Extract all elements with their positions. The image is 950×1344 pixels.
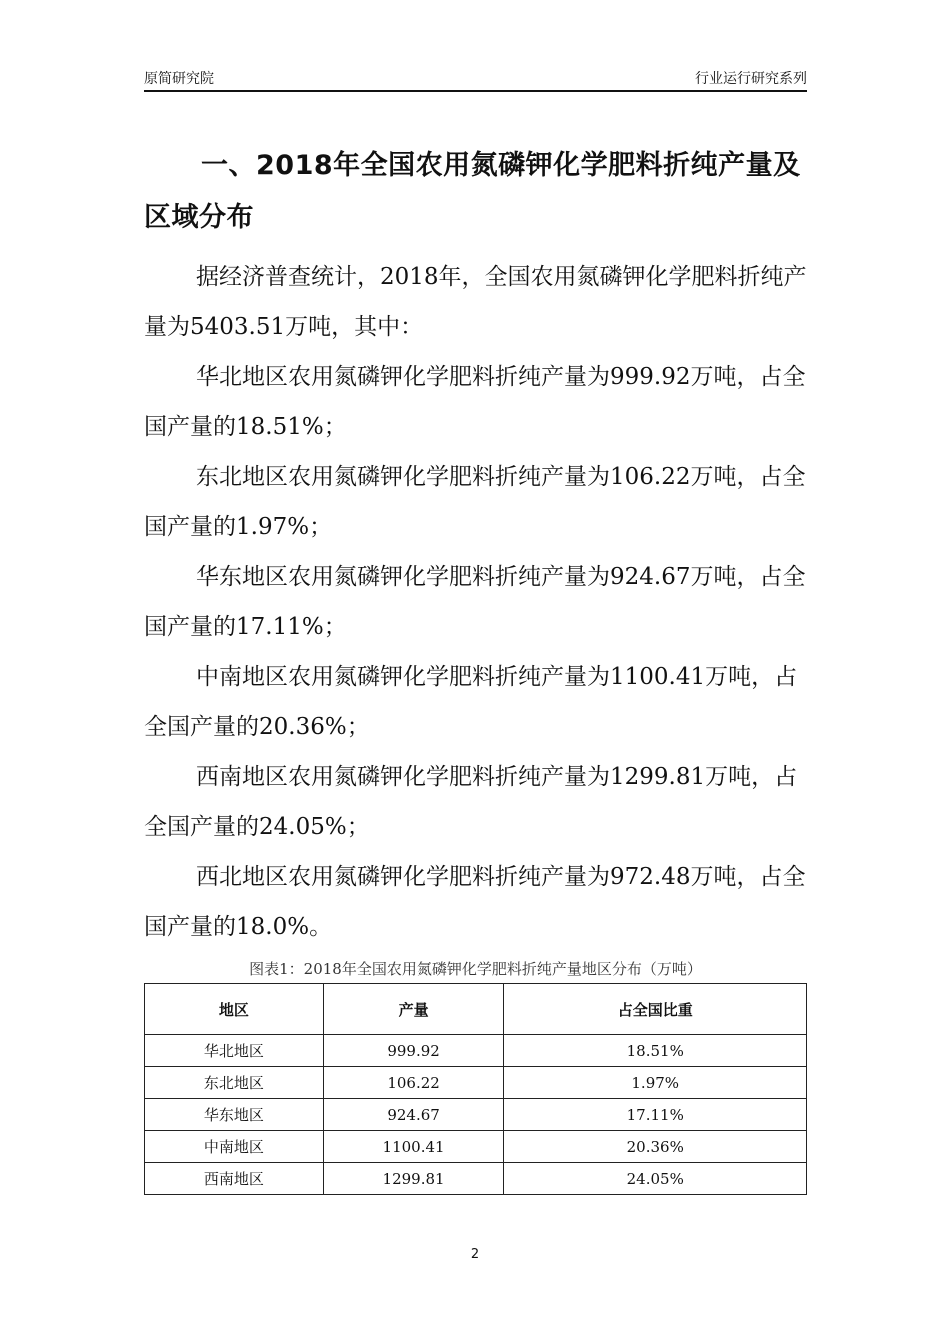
table-row xyxy=(145,1035,807,1067)
table-row xyxy=(145,1099,807,1131)
table-cell: 924.67 xyxy=(323,1099,504,1131)
table-header-row xyxy=(145,984,807,1035)
paragraph: 华东地区农用氮磷钾化学肥料折纯产量为924.67万吨，占全国产量的17.11%； xyxy=(144,564,806,640)
body-text xyxy=(144,252,814,952)
paragraph: 西南地区农用氮磷钾化学肥料折纯产量为1299.81万吨，占全国产量的24.05%； xyxy=(144,764,798,840)
paragraph: 中南地区农用氮磷钾化学肥料折纯产量为1100.41万吨，占全国产量的20.36%； xyxy=(144,664,798,740)
table-cell: 东北地区 xyxy=(145,1067,324,1099)
header-series-name: 行业运行研究系列 xyxy=(695,71,807,87)
table-cell: 106.22 xyxy=(323,1067,504,1099)
production-table xyxy=(144,983,807,1195)
page-header xyxy=(144,64,807,92)
table-cell: 1299.81 xyxy=(323,1163,504,1195)
table-cell: 18.51% xyxy=(504,1035,807,1067)
header-org-name: 原简研究院 xyxy=(144,71,214,87)
table-row xyxy=(145,1067,807,1099)
table-cell: 17.11% xyxy=(504,1099,807,1131)
table-cell: 999.92 xyxy=(323,1035,504,1067)
paragraph: 据经济普查统计，2018年，全国农用氮磷钾化学肥料折纯产量为5403.51万吨，其中： xyxy=(144,264,807,340)
table-cell: 西南地区 xyxy=(145,1163,324,1195)
table-cell: 华北地区 xyxy=(145,1035,324,1067)
table-cell: 20.36% xyxy=(504,1131,807,1163)
table-cell: 1100.41 xyxy=(323,1131,504,1163)
table-row xyxy=(145,1131,807,1163)
table-cell: 华东地区 xyxy=(145,1099,324,1131)
column-header-region: 地区 xyxy=(145,984,324,1035)
paragraph: 东北地区农用氮磷钾化学肥料折纯产量为106.22万吨，占全国产量的1.97%； xyxy=(144,464,806,540)
section-title: 一、2018年全国农用氮磷钾化学肥料折纯产量及区域分布 xyxy=(144,150,801,233)
column-header-share: 占全国比重 xyxy=(504,984,807,1035)
table-row xyxy=(145,1163,807,1195)
paragraph: 华北地区农用氮磷钾化学肥料折纯产量为999.92万吨，占全国产量的18.51%； xyxy=(144,364,806,440)
table-cell: 中南地区 xyxy=(145,1131,324,1163)
table-cell: 24.05% xyxy=(504,1163,807,1195)
column-header-output: 产量 xyxy=(323,984,504,1035)
page-number: 2 xyxy=(470,1247,480,1262)
table-caption: 图表1：2018年全国农用氮磷钾化学肥料折纯产量地区分布（万吨） xyxy=(249,960,702,978)
paragraph: 西北地区农用氮磷钾化学肥料折纯产量为972.48万吨，占全国产量的18.0%。 xyxy=(144,864,806,940)
table-cell: 1.97% xyxy=(504,1067,807,1099)
